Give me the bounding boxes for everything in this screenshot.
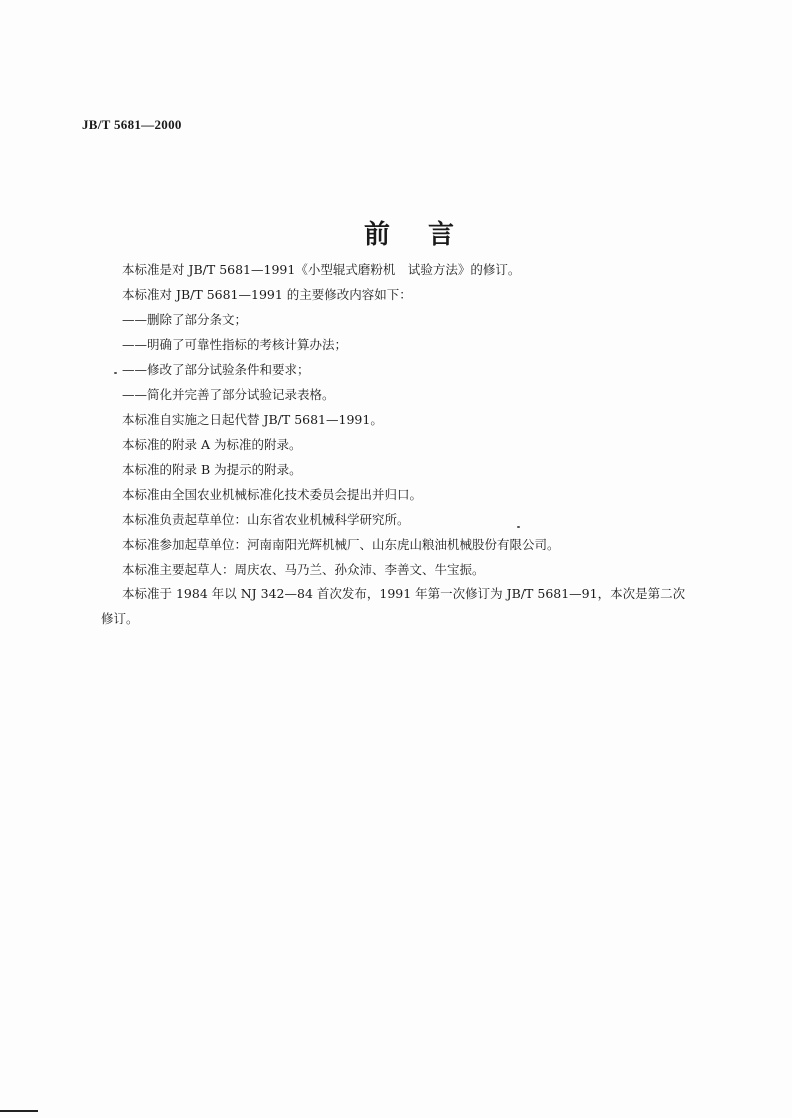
paragraph-history: 本标准于 1984 年以 NJ 342—84 首次发布，1991 年第一次修订为 JB/T 5681—91，本次是第二次 <box>122 586 686 601</box>
list-item-change: ——删除了部分条文； <box>122 312 248 327</box>
paragraph-participating-drafters: 本标准参加起草单位：河南南阳光辉机械厂、山东虎山粮油机械股份有限公司。 <box>122 537 560 552</box>
list-item-change: ——明确了可靠性指标的考核计算办法； <box>122 337 348 352</box>
paragraph-proposer: 本标准由全国农业机械标准化技术委员会提出并归口。 <box>122 487 423 502</box>
paragraph-main-drafters: 本标准主要起草人：周庆农、马乃兰、孙众沛、李善文、牛宝振。 <box>122 562 485 577</box>
paragraph-appendix-b: 本标准的附录 B 为提示的附录。 <box>122 462 302 477</box>
standard-code: JB/T 5681—2000 <box>82 117 182 132</box>
list-item-change: ——简化并完善了部分试验记录表格。 <box>122 387 335 402</box>
scan-speck <box>114 372 117 374</box>
scan-speck <box>517 526 520 528</box>
list-item-change: ——修改了部分试验条件和要求； <box>122 362 310 377</box>
page-title: 前言 <box>364 220 493 250</box>
paragraph-history-continued: 修订。 <box>101 611 139 626</box>
paragraph-responsible-drafter: 本标准负责起草单位：山东省农业机械科学研究所。 <box>122 512 410 527</box>
paragraph-revision-note: 本标准是对 JB/T 5681—1991《小型辊式磨粉机 试验方法》的修订。 <box>122 262 521 277</box>
scan-edge-mark <box>0 1110 38 1112</box>
paragraph-appendix-a: 本标准的附录 A 为标准的附录。 <box>122 437 302 452</box>
paragraph-supersedes: 本标准自实施之日起代替 JB/T 5681—1991。 <box>122 412 383 427</box>
paragraph-changes-intro: 本标准对 JB/T 5681—1991 的主要修改内容如下： <box>122 287 412 302</box>
